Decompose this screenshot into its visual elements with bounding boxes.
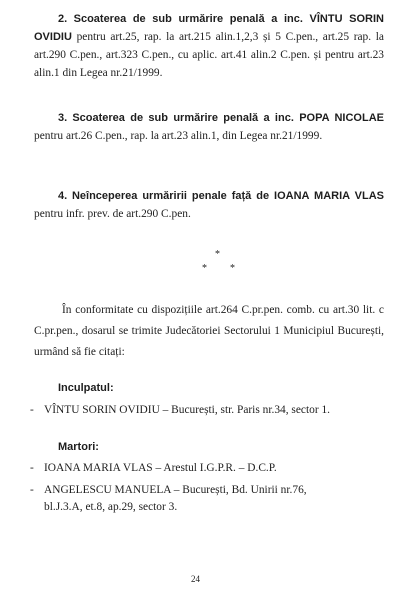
martor-item-1: - IOANA MARIA VLAS – Arestul I.G.P.R. – D.C.P.: [30, 462, 277, 474]
martor-item-2: - ANGELESCU MANUELA – București, Bd. Unirii nr.76, bl.J.3.A, et.8, ap.29, sector 3.: [30, 482, 385, 516]
martor-item-2-line2: bl.J.3.A, et.8, ap.29, sector 3.: [44, 501, 178, 513]
inculpat-heading: Inculpatul:: [58, 382, 114, 394]
section-4: [34, 187, 384, 223]
conformity-paragraph: În conformitate cu dispozițiile art.264 C.pr.pen. comb. cu art.30 lit. c C.pr.pen., dosarul se trimite Judecătoriei Sectorului 1 Municipiul București, urmând să fie citați:: [34, 304, 384, 358]
martori-heading: Martori:: [58, 441, 99, 453]
section-3-number: 3.: [58, 112, 68, 124]
section-2: [34, 10, 384, 82]
section-3-heading: Scoaterea de sub urmărire penală a inc. POPA NICOLAE: [72, 112, 384, 124]
separator-star-left: *: [202, 263, 207, 274]
section-2-text: pentru art.25, rap. la art.215 alin.1,2,3 și 5 C.pen., art.25 rap. la art.290 C.pen., art.323 C.pen., cu aplic. art.41 alin.2 C.pen. și pentru art.23 alin.1 din Legea nr.21/1999.: [34, 31, 384, 79]
section-2-heading: Scoaterea de sub urmărire penală a inc. VÎNTU SORIN OVIDIU: [34, 13, 384, 43]
martor-item-1-text: IOANA MARIA VLAS – Arestul I.G.P.R. – D.C.P.: [44, 462, 277, 474]
section-4-number: 4.: [58, 190, 68, 202]
separator-star-right: *: [230, 263, 235, 274]
page-number: 24: [191, 574, 200, 584]
section-4-text: pentru infr. prev. de art.290 C.pen.: [34, 208, 191, 220]
inculpat-item-text: VÎNTU SORIN OVIDIU – București, str. Paris nr.34, sector 1.: [44, 404, 330, 416]
section-2-number: 2.: [58, 13, 68, 25]
section-4-heading: Neînceperea urmăririi penale față de IOANA MARIA VLAS: [71, 190, 384, 202]
section-3-text: pentru art.26 C.pen., rap. la art.23 alin.1, din Legea nr.21/1999.: [34, 130, 323, 142]
martor-item-2-line1: ANGELESCU MANUELA – București, Bd. Unirii nr.76,: [44, 484, 307, 496]
section-3: [34, 109, 384, 145]
separator-star-top: *: [215, 249, 220, 260]
inculpat-item: - VÎNTU SORIN OVIDIU – București, str. Paris nr.34, sector 1.: [30, 404, 330, 416]
